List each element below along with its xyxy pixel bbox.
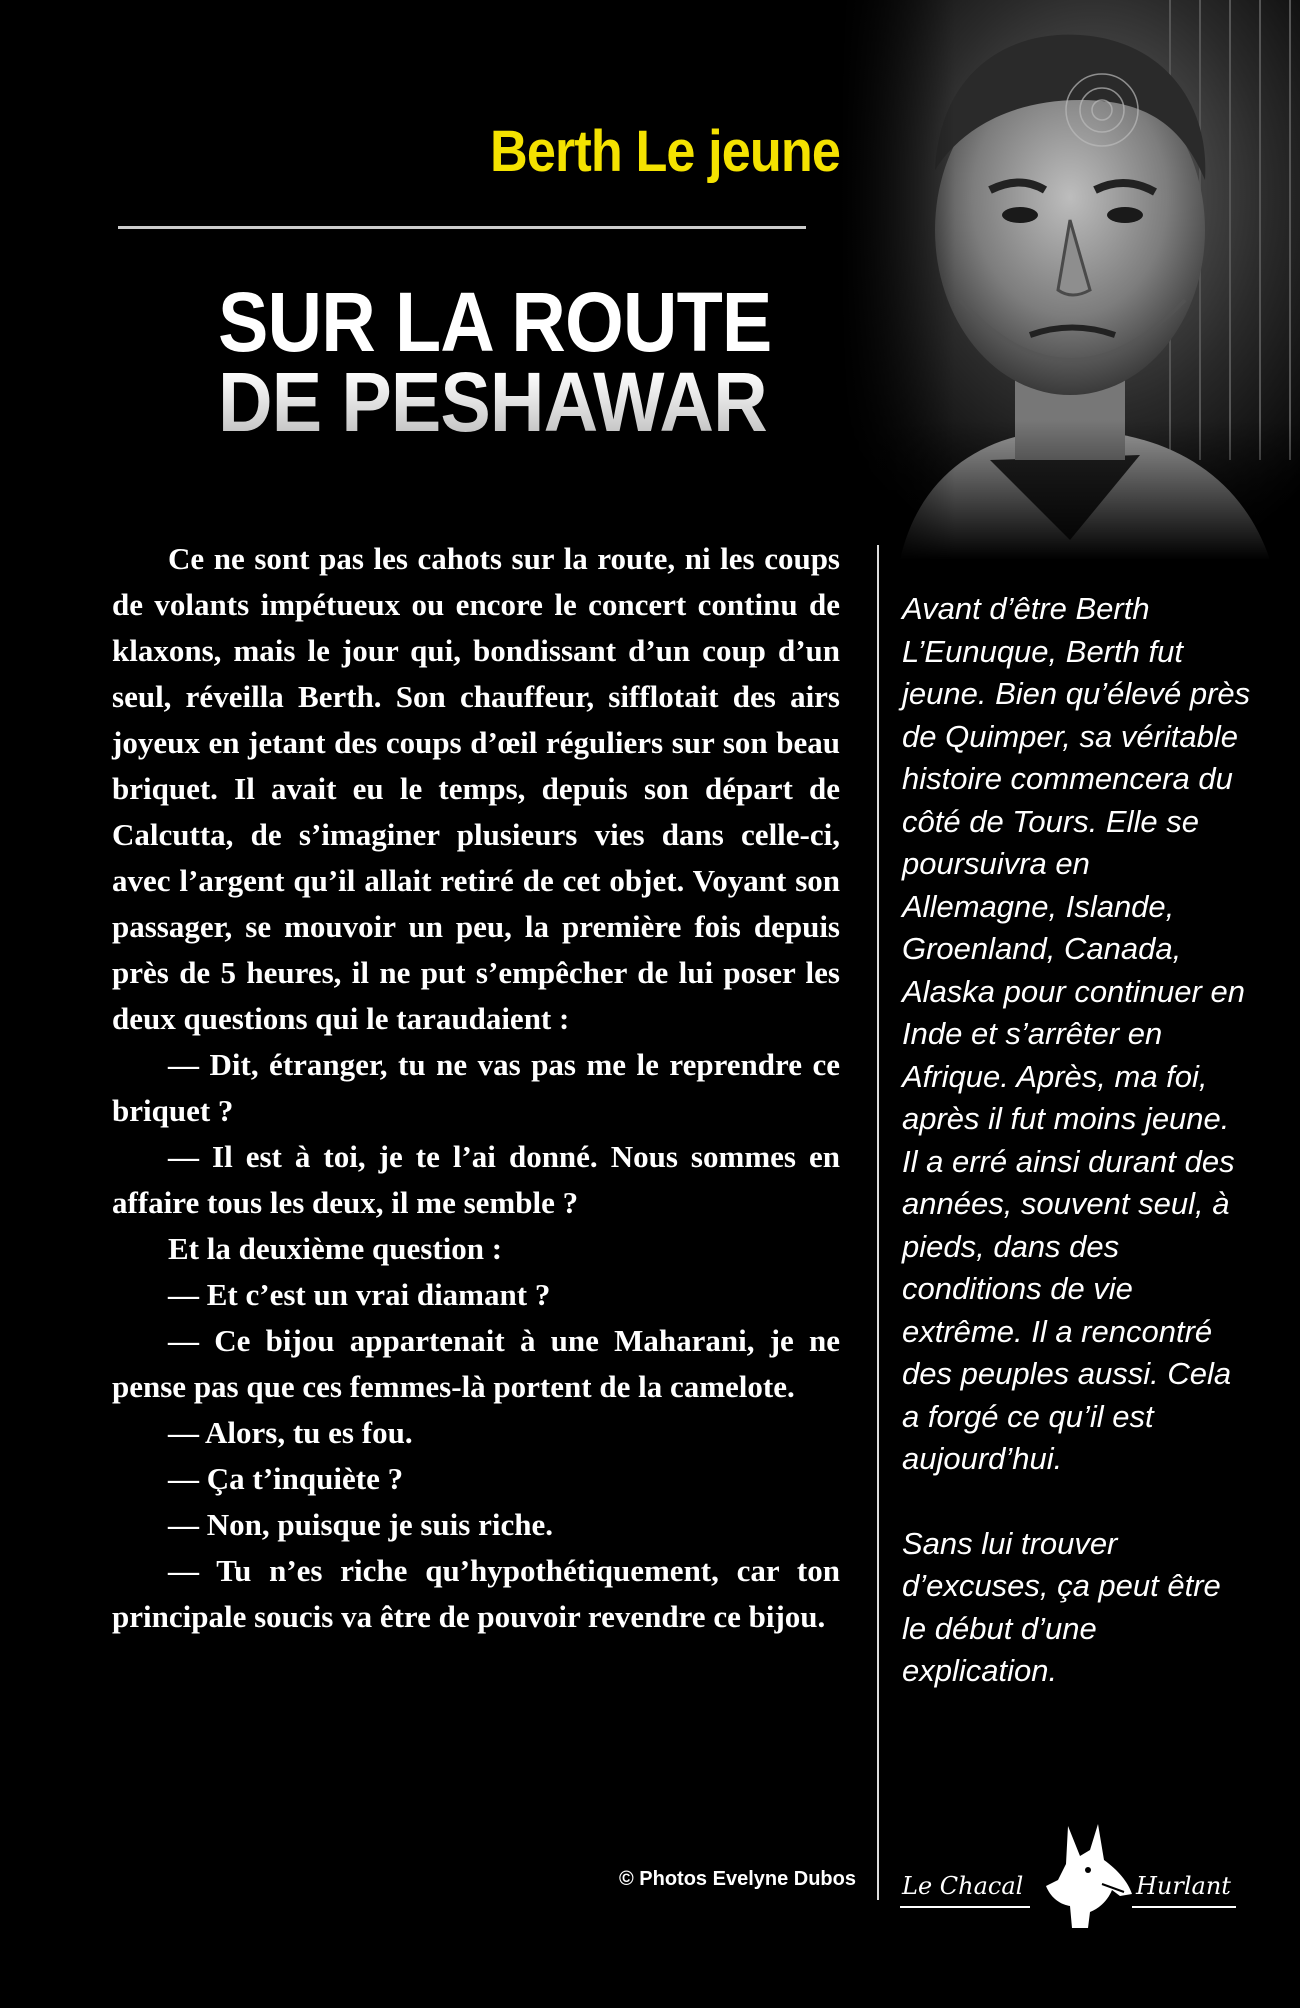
story-paragraph: — Non, puisque je suis riche. bbox=[168, 1507, 553, 1542]
story-paragraph: — Il est à toi, je te l’ai donné. Nous sommes en affaire tous les deux, il me semble ? bbox=[112, 1139, 840, 1220]
title-line-1: SUR LA ROUTE bbox=[218, 275, 772, 369]
logo-underline bbox=[900, 1906, 1030, 1908]
story-excerpt bbox=[112, 536, 840, 1640]
publisher-word-1: Le Chacal bbox=[902, 1872, 1024, 1900]
bio-paragraph: Avant d’être Berth L’Eunuque, Berth fut jeune. Bien qu’élevé près de Quimper, sa véritable histoire commencera du côté de Tours. Elle se poursuivra en Allemagne, Islande, Groenland, Canada, Alaska pour continuer en Inde et s’arrêter en Afrique. Après, ma foi, après il fut moins jeune. Il a erré ainsi durant des années, souvent seul, à pieds, dans des conditions de vie extrême. Il a rencontré des peuples aussi. Cela a forgé ce qu’il est aujourd’hui. bbox=[902, 591, 1251, 1476]
story-paragraph: — Et c’est un vrai diamant ? bbox=[168, 1277, 551, 1312]
story-paragraph: — Ça t’inquiète ? bbox=[168, 1461, 404, 1496]
story-paragraph: — Alors, tu es fou. bbox=[168, 1415, 413, 1450]
title-line-2: DE PESHAWAR bbox=[218, 355, 767, 449]
book-title bbox=[218, 275, 772, 449]
story-paragraph: — Dit, étranger, tu ne vas pas me le reprendre ce briquet ? bbox=[112, 1047, 840, 1128]
story-paragraph: — Ce bijou appartenait à une Maharani, je ne pense pas que ces femmes-là portent de la camelote. bbox=[112, 1323, 840, 1404]
author-portrait bbox=[840, 0, 1300, 560]
logo-underline bbox=[1132, 1906, 1236, 1908]
jackal-icon bbox=[1028, 1820, 1138, 1930]
author-name: Berth Le jeune bbox=[490, 119, 840, 184]
header-divider bbox=[118, 226, 806, 229]
story-paragraph: Ce ne sont pas les cahots sur la route, ni les coups de volants impétueux ou encore le concert continu de klaxons, mais le jour qui, bondissant d’un coup d’un seul, réveilla Berth. Son chauffeur, sifflotait des airs joyeux en jetant des coups d’œil réguliers sur son beau briquet. Il avait eu le temps, depuis son départ de Calcutta, de s’imaginer plusieurs vies dans celle-ci, avec l’argent qu’il allait retiré de cet objet. Voyant son passager, se mouvoir un peu, la première fois depuis près de 5 heures, il ne put s’empêcher de lui poser les deux questions qui le taraudaient : bbox=[112, 541, 840, 1036]
story-paragraph: Et la deuxième question : bbox=[168, 1231, 503, 1266]
photo-credit: © Photos Evelyne Dubos bbox=[618, 1868, 856, 1890]
story-paragraph: — Tu n’es riche qu’hypothétiquement, car ton principale soucis va être de pouvoir revendre ce bijou. bbox=[112, 1553, 840, 1634]
publisher-logo bbox=[900, 1820, 1240, 1930]
column-divider bbox=[877, 545, 879, 1900]
publisher-word-2: Hurlant bbox=[1136, 1872, 1231, 1900]
bio-paragraph: Sans lui trouver d’excuses, ça peut être le début d’une explication. bbox=[902, 1525, 1221, 1688]
author-bio bbox=[902, 588, 1252, 1693]
